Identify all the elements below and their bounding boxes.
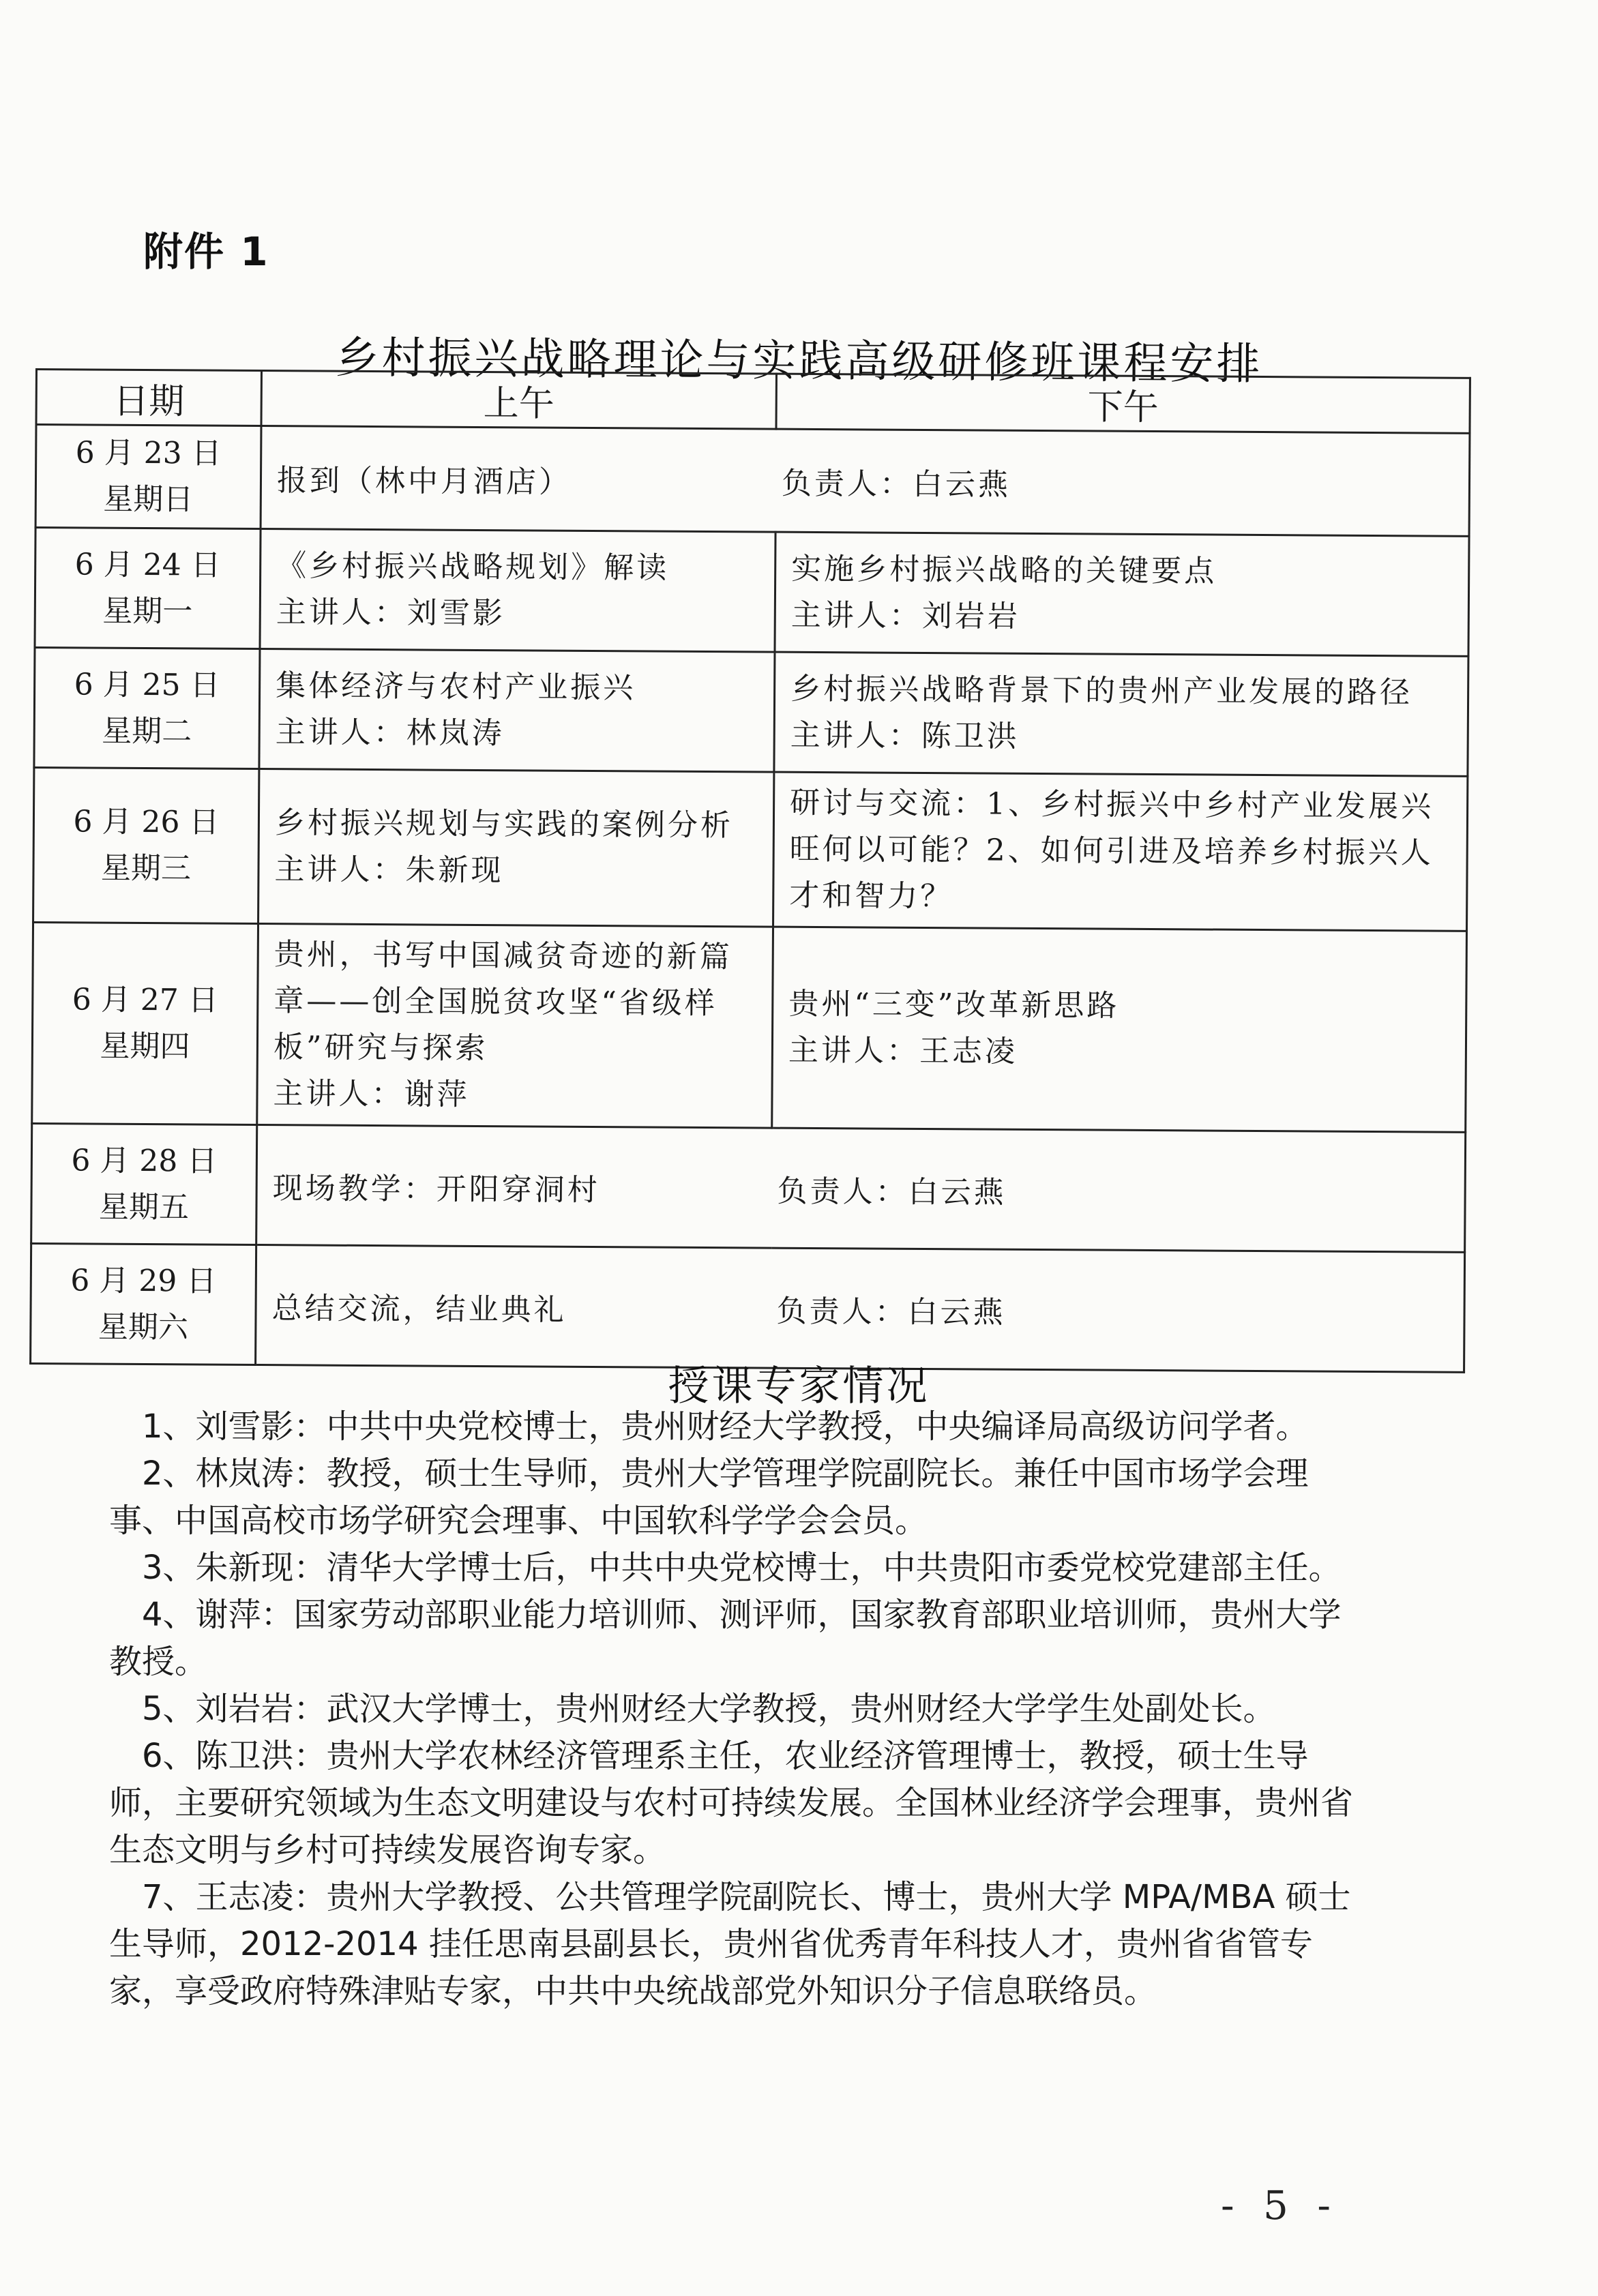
date-cell bbox=[35, 425, 261, 529]
date-text: 6 月 27 日 bbox=[72, 982, 218, 1018]
course-title: 贵州，书写中国减贫奇迹的新篇章——创全国脱贫攻坚“省级样板”研究与探索 bbox=[273, 937, 733, 1067]
date-text: 6 月 29 日 bbox=[70, 1262, 217, 1299]
weekday-text: 星期三 bbox=[100, 850, 192, 886]
morning-cell bbox=[257, 924, 773, 1129]
course-title: 乡村振兴规划与实践的案例分析 bbox=[274, 805, 734, 844]
experts-list bbox=[109, 1403, 1364, 2015]
course-title: 乡村振兴战略背景下的贵州产业发展的路径 bbox=[790, 671, 1413, 710]
owner-text: 负责人：白云燕 bbox=[781, 466, 1011, 503]
afternoon-cell bbox=[772, 927, 1467, 1132]
date-cell bbox=[34, 648, 260, 769]
list-item: 6、陈卫洪：贵州大学农林经济管理系主任，农业经济管理博士，教授，硕士生导师，主要研究领域为生态文明建设与农村可持续发展。全国林业经济学会理事，贵州省生态文明与乡村可持续发展咨询专家。 bbox=[109, 1737, 1354, 1869]
lecturer-text: 主讲人：陈卫洪 bbox=[790, 717, 1020, 754]
discussion-text: 研讨与交流：1、乡村振兴中乡村产业发展兴旺何以可能？2、如何引进及培养乡村振兴人才和智力？ bbox=[789, 785, 1434, 914]
weekday-text: 星期日 bbox=[103, 481, 194, 518]
list-item: 7、王志凌：贵州大学教授、公共管理学院副院长、博士，贵州大学 MPA/MBA 硕士生导师，2012-2014 挂任思南县副县长，贵州省优秀青年科技人才，贵州省省管专家，享受政府特殊津贴专家，中共中央统战部党外知识分子信息联络员。 bbox=[109, 1878, 1351, 2010]
attachment-label: 附件 1 bbox=[143, 228, 269, 275]
weekday-text: 星期六 bbox=[98, 1309, 189, 1345]
morning-cell bbox=[260, 529, 775, 653]
course-title: 集体经济与农村产业振兴 bbox=[276, 668, 636, 705]
full-day-cell bbox=[261, 426, 1470, 537]
table-row bbox=[35, 425, 1470, 537]
page-number: - 5 - bbox=[1221, 2182, 1339, 2228]
table-row bbox=[31, 1123, 1466, 1252]
lecturer-text: 主讲人：谢萍 bbox=[273, 1076, 470, 1112]
schedule-table bbox=[29, 368, 1471, 1373]
date-cell bbox=[32, 922, 258, 1124]
date-text: 6 月 28 日 bbox=[71, 1142, 218, 1179]
table-row bbox=[33, 767, 1468, 931]
weekday-text: 星期五 bbox=[98, 1189, 190, 1225]
date-text: 6 月 26 日 bbox=[73, 804, 220, 840]
list-item: 2、林岚涛：教授，硕士生导师，贵州大学管理学院副院长。兼任中国市场学会理事、中国高校市场学研究会理事、中国软科学学会会员。 bbox=[109, 1455, 1309, 1540]
afternoon-cell bbox=[774, 652, 1468, 776]
list-item: 4、谢萍：国家劳动部职业能力培训师、测评师，国家教育部职业培训师，贵州大学教授。 bbox=[109, 1596, 1342, 1681]
afternoon-cell bbox=[773, 772, 1468, 931]
list-item: 1、刘雪影：中共中央党校博士，贵州财经大学教授，中央编译局高级访问学者。 bbox=[142, 1407, 1309, 1446]
date-cell bbox=[33, 767, 259, 923]
activity-text: 现场教学：开阳穿洞村 bbox=[272, 1170, 600, 1208]
weekday-text: 星期一 bbox=[102, 593, 193, 629]
header-morning: 上午 bbox=[261, 371, 776, 430]
activity-text: 总结交流，结业典礼 bbox=[271, 1290, 567, 1328]
table-row bbox=[32, 922, 1467, 1132]
list-item: 3、朱新现：清华大学博士后，中共中央党校博士，中共贵阳市委党校党建部主任。 bbox=[142, 1549, 1342, 1587]
course-title: 贵州“三变”改革新思路 bbox=[788, 986, 1120, 1024]
course-title: 实施乡村振兴战略的关键要点 bbox=[791, 551, 1217, 589]
document-title: 乡村振兴战略理论与实践高级研修班课程安排 bbox=[335, 333, 1263, 390]
afternoon-cell bbox=[775, 532, 1469, 656]
lecturer-text: 主讲人：刘岩岩 bbox=[790, 597, 1020, 634]
table-row bbox=[31, 1243, 1465, 1372]
weekday-text: 星期二 bbox=[102, 713, 192, 749]
lecturer-text: 主讲人：林岚涛 bbox=[275, 714, 505, 751]
lecturer-text: 主讲人：王志凌 bbox=[788, 1032, 1018, 1069]
date-text: 6 月 25 日 bbox=[74, 666, 220, 703]
list-item: 5、刘岩岩：武汉大学博士，贵州财经大学教授，贵州财经大学学生处副处长。 bbox=[142, 1690, 1276, 1728]
course-title: 《乡村振兴战略规划》解读 bbox=[276, 548, 670, 586]
date-cell bbox=[31, 1243, 256, 1365]
date-cell bbox=[31, 1123, 257, 1244]
date-cell bbox=[35, 528, 261, 649]
table-row bbox=[34, 648, 1468, 777]
table-row bbox=[35, 528, 1469, 657]
header-date: 日期 bbox=[36, 370, 261, 426]
date-text: 6 月 24 日 bbox=[74, 546, 221, 583]
header-afternoon: 下午 bbox=[776, 374, 1470, 433]
lecturer-text: 主讲人：刘雪影 bbox=[276, 594, 505, 631]
morning-cell bbox=[258, 769, 774, 927]
experts-heading: 授课专家情况 bbox=[668, 1362, 930, 1410]
morning-cell bbox=[259, 649, 775, 773]
date-text: 6 月 23 日 bbox=[75, 435, 222, 471]
lecturer-text: 主讲人：朱新现 bbox=[274, 852, 504, 889]
owner-text: 负责人：白云燕 bbox=[776, 1294, 1006, 1330]
owner-text: 负责人：白云燕 bbox=[777, 1174, 1007, 1210]
activity-text: 报到（林中月酒店） bbox=[276, 463, 572, 500]
table-header-row bbox=[36, 370, 1470, 434]
weekday-text: 星期四 bbox=[100, 1028, 190, 1064]
full-day-cell bbox=[256, 1125, 1466, 1253]
